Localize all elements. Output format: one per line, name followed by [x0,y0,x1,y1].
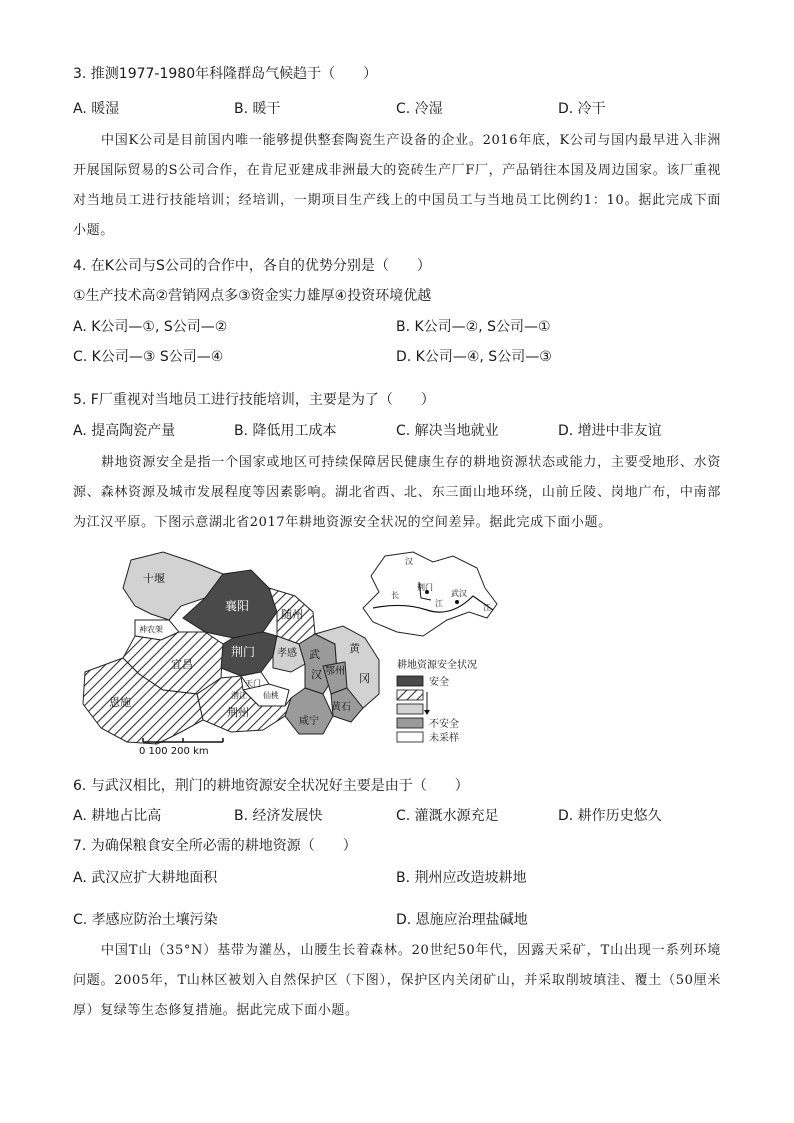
legend-unsafe: 不安全 [429,719,459,730]
q3-option-c: C. 冷湿 [396,101,443,117]
q7-option-d: D. 恩施应治理盐碱地 [396,912,528,928]
inset-map [363,552,497,636]
q7-option-b: B. 荆州应改造坡耕地 [396,870,527,886]
q5-option-a: A. 提高陶瓷产量 [73,423,176,439]
label-shennongjia: 神农架 [139,625,163,634]
q4-option-c: C. K公司—③ S公司—④ [73,349,224,365]
q4-option-d: D. K公司—④, S公司—③ [396,349,552,365]
label-tianmen: 天门 [245,679,261,688]
label-xianning: 咸宁 [299,716,319,727]
label-suizhou: 随州 [281,608,303,621]
label-ezhou: 鄂州 [325,666,345,677]
legend-safe: 安全 [429,677,449,688]
label-enshi: 恩施 [109,696,131,709]
q5-option-c: C. 解决当地就业 [396,423,499,439]
question-7-stem: 7. 为确保粮食安全所必需的耕地资源（ ） [73,838,357,854]
inset-label-jingmen: 荆门 [417,583,433,592]
passage-k-company: 中国K公司是目前国内唯一能够提供整套陶瓷生产设备的企业。2016年底，K公司与国内最早进入非洲开展国际贸易的S公司合作，在肯尼亚建成非洲最大的瓷砖生产厂F厂，产品销往本国及周边国家。该厂重视对当地员工进行技能培训；经培训，一期项目生产线上的中国员工与当地员工比例约1：10。据此完成下面小题。 [73,133,721,238]
label-xiantao: 仙桃 [263,691,279,700]
q3-option-d: D. 冷干 [558,101,606,117]
label-huangshi: 黄石 [331,702,351,713]
label-gang: 冈 [359,672,370,685]
inset-label-jiang2: 江 [483,603,491,612]
q7-option-a: A. 武汉应扩大耕地面积 [73,870,218,886]
inset-label-chang: 长 [391,591,399,600]
q5-option-d: D. 增进中非友谊 [558,423,662,439]
label-shiyan: 十堰 [143,572,165,585]
q6-option-a: A. 耕地占比高 [73,808,162,824]
label-xiangyang: 襄阳 [225,599,250,613]
label-wu: 武 [309,648,320,661]
q4-option-a: A. K公司—①, S公司—② [73,319,228,335]
passage-t-mountain: 中国T山（35°N）基带为灌丛，山腰生长着森林。20世纪50年代，因露天采矿，T山出现一系列环境问题。2005年，T山林区被划入自然保护区（下图），保护区内关闭矿山，并采取削坡填洼、覆土（50厘米厚）复绿等生态修复措施。据此完成下面小题。 [73,943,721,1018]
inset-label-han: 汉 [405,557,413,566]
inset-label-jiang1: 江 [435,599,443,608]
q5-option-b: B. 降低用工成本 [234,423,337,439]
inset-label-wuhan: 武汉 [451,589,467,598]
question-4-conditions: ①生产技术高②营销网点多③资金实力雄厚④投资环境优越 [73,288,432,304]
q4-option-b: B. K公司—②, S公司—① [396,319,551,335]
label-xiaogan: 孝感 [277,648,297,659]
map-svg [73,548,533,758]
label-jingzhou: 荆州 [227,706,249,719]
region-xianning [285,688,333,734]
passage-farmland-security: 耕地资源安全是指一个国家或地区可持续保障居民健康生存的耕地资源状态或能力，主要受地形、水资源、森林资源及城市发展程度等因素影响。湖北省西、北、东三面山地环绕，山前丘陵、岗地广布，中南部为江汉平原。下图示意湖北省2017年耕地资源安全状况的空间差异。据此完成下面小题。 [73,455,721,530]
label-han: 汉 [311,668,322,681]
q6-option-c: C. 灌溉水源充足 [396,808,499,824]
legend-title: 耕地资源安全状况 [397,660,477,671]
label-huang: 黄 [349,642,360,655]
label-yichang: 宜昌 [171,658,193,671]
scale-label: 0 100 200 km [139,746,209,757]
q6-option-b: B. 经济发展快 [234,808,323,824]
q3-option-a: A. 暖湿 [73,101,120,117]
q3-option-b: B. 暖干 [234,101,281,117]
hubei-farmland-map [73,548,533,758]
question-3-stem: 3. 推测1977-1980年科隆群岛气候趋于（ ） [73,66,378,82]
q6-option-d: D. 耕作历史悠久 [558,808,662,824]
question-6-stem: 6. 与武汉相比，荆门的耕地资源安全状况好主要是由于（ ） [73,778,469,794]
question-4-stem: 4. 在K公司与S公司的合作中，各自的优势分别是（ ） [73,258,431,274]
label-jingmen: 荆门 [231,645,256,659]
map-legend [397,658,477,744]
label-qianjiang: 潜江 [231,691,247,700]
question-5-stem: 5. F厂重视对当地员工进行技能培训，主要是为了（ ） [73,392,435,408]
legend-unsampled: 未采样 [429,733,459,744]
q7-option-c: C. 孝感应防治土壤污染 [73,912,218,928]
